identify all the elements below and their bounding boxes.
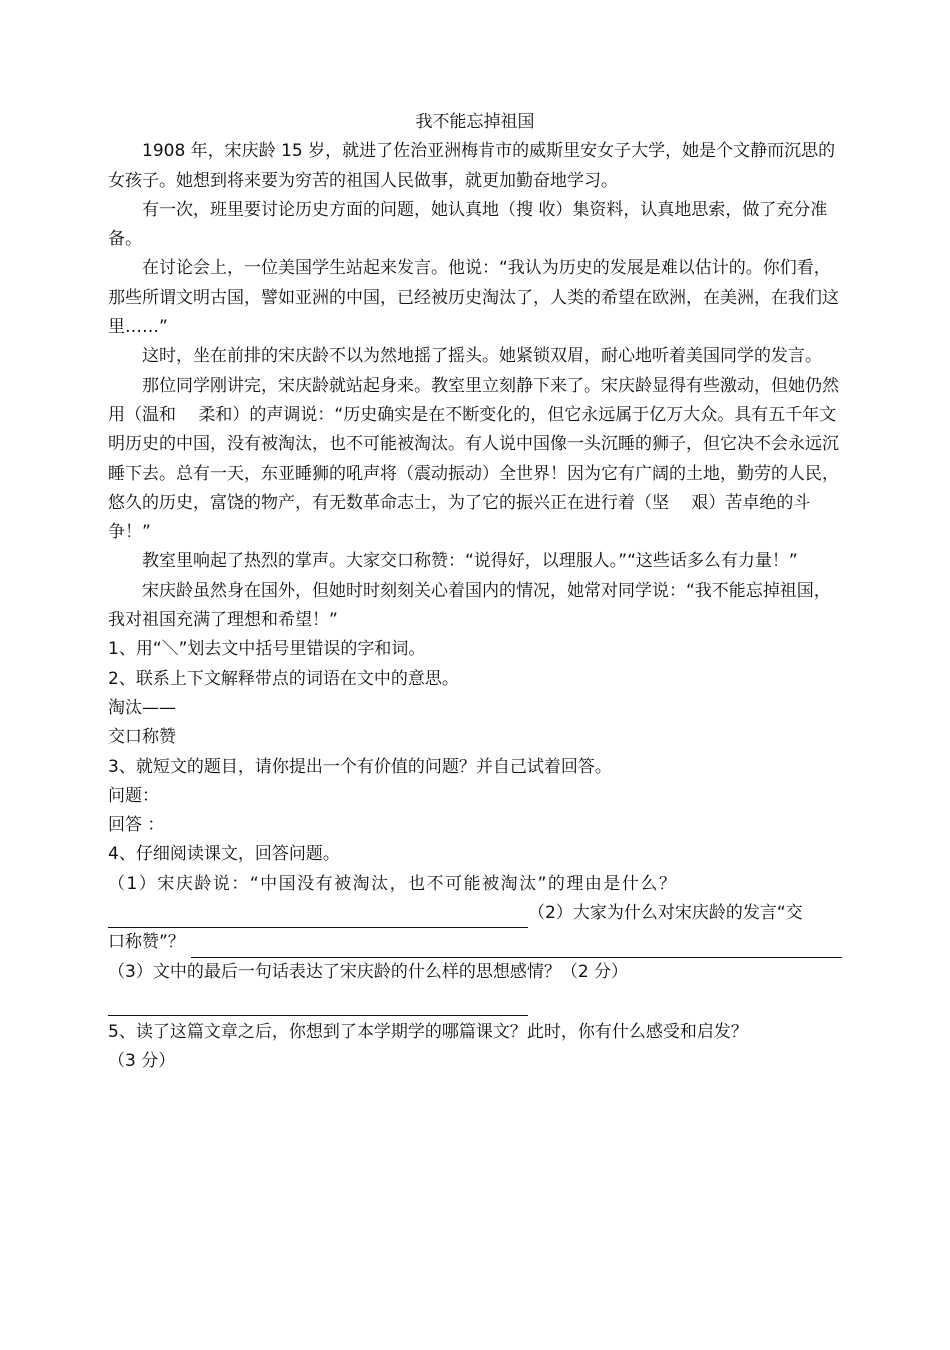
question-2: 2、联系上下文解释带点的词语在文中的意思。 <box>108 668 459 689</box>
question-4-2-row-2 <box>108 928 842 957</box>
worksheet-page <box>108 108 842 1077</box>
answer-blank-4-1[interactable] <box>108 909 528 928</box>
question-4: 4、仔细阅读课文，回答问题。 <box>108 844 340 865</box>
question-2-term-2: 交口称赞 <box>108 727 176 748</box>
paragraph-4: 这时，坐在前排的宋庆龄不以为然地摇了摇头。她紧锁双眉，耐心地听着美国同学的发言。 <box>142 346 822 367</box>
question-4-2-part-2: 口称赞”？ <box>108 932 185 953</box>
question-3: 3、就短文的题目，请你提出一个有价值的问题？并自己试着回答。 <box>108 756 612 777</box>
answer-blank-4-3[interactable] <box>108 987 528 1016</box>
question-4-1: （1）宋庆龄说：“中国没有被淘汰，也不可能被淘汰”的理由是什么？ <box>108 873 678 894</box>
paragraph-5: 那位同学刚讲完，宋庆龄就站起身来。教室里立刻静下来了。宋庆龄显得有些激动，但她仍然用（温和 柔和）的声调说：“历史确实是在不断变化的，但它永远属于亿万大众。具有五千年文明历史的中国，没有被淘汰，也不可能被淘汰。有人说中国像一头沉睡的狮子，但它决不会永远沉睡下去。总有一天，东亚睡狮的吼声将（震动振动）全世界！因为它有广阔的土地，勤劳的人民，悠久的历史，富饶的物产，有无数革命志士，为了它的振兴正在进行着（坚 艰）苦卓绝的斗争！” <box>108 375 839 543</box>
question-4-3: （3）文中的最后一句话表达了宋庆龄的什么样的思想感情？（2 分） <box>108 961 629 982</box>
question-4-2-row <box>108 899 842 928</box>
paragraph-1: 1908 年，宋庆龄 15 岁，就进了佐治亚洲梅肯市的威斯里安女子大学，她是个文静而沉思的女孩子。她想到将来要为穷苦的祖国人民做事，就更加勤奋地学习。 <box>108 141 836 191</box>
question-3-question-label: 问题： <box>108 785 159 806</box>
document-title: 我不能忘掉祖国 <box>415 112 535 132</box>
question-5-points: （3 分） <box>108 1051 176 1072</box>
question-1: 1、用“＼”划去文中括号里错误的字和词。 <box>108 639 426 660</box>
answer-blank-4-2[interactable] <box>191 939 842 958</box>
paragraph-2: 有一次，班里要讨论历史方面的问题，她认真地（搜 收）集资料，认真地思索，做了充分准备。 <box>108 199 828 250</box>
paragraph-3: 在讨论会上，一位美国学生站起来发言。他说：“我认为历史的发展是难以估计的。你们看，那些所谓文明古国，譬如亚洲的中国，已经被历史淘汰了，人类的希望在欧洲，在美洲，在我们这里……” <box>108 258 839 338</box>
paragraph-7: 宋庆龄虽然身在国外，但她时时刻刻关心着国内的情况，她常对同学说：“我不能忘掉祖国，我对祖国充满了理想和希望！” <box>108 580 831 631</box>
question-4-2-part-1: （2）大家为什么对宋庆龄的发言“交 <box>528 903 803 924</box>
paragraph-6: 教室里响起了热烈的掌声。大家交口称赞：“说得好，以理服人。”“这些话多么有力量！” <box>142 551 798 572</box>
question-5: 5、读了这篇文章之后，你想到了本学期学的哪篇课文？此时，你有什么感受和启发？ <box>108 1021 748 1042</box>
question-2-term-1: 淘汰—— <box>108 697 176 718</box>
question-3-answer-label: 回答 ： <box>108 815 165 836</box>
